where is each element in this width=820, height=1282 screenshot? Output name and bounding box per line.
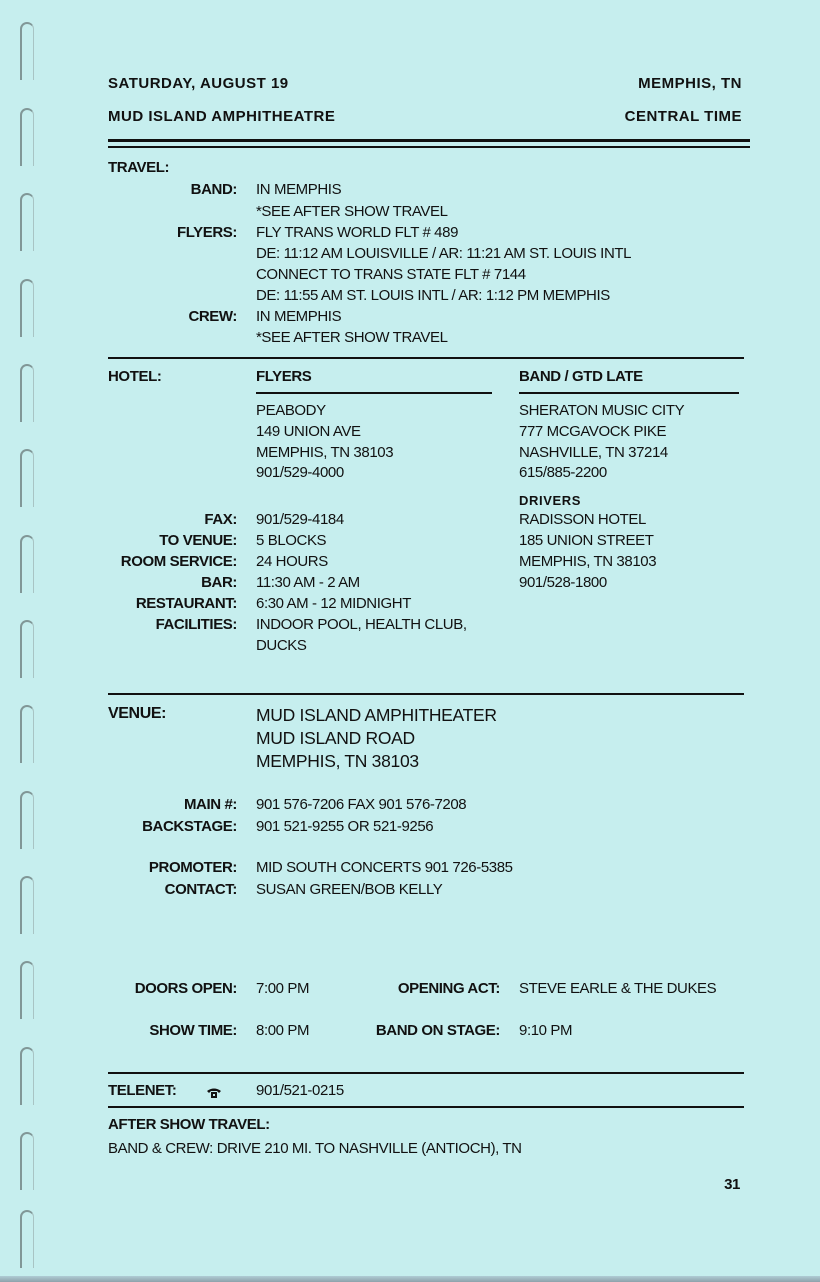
header-venue: MUD ISLAND AMPHITHEATRE [108, 108, 336, 125]
section-rule [108, 1106, 744, 1108]
telenet-label: TELENET: [108, 1082, 177, 1099]
flyers-line: DE: 11:12 AM LOUISVILLE / AR: 11:21 AM ST. LOUIS INTL [256, 245, 632, 262]
binder-ring [20, 1132, 34, 1190]
telephone-icon [206, 1087, 222, 1099]
header-location: MEMPHIS, TN [638, 75, 742, 92]
hotel-detail-value: 11:30 AM - 2 AM [256, 574, 360, 591]
header-timezone: CENTRAL TIME [624, 108, 742, 125]
band-label: BAND: [190, 181, 237, 198]
venue-backstage-label: BACKSTAGE: [142, 818, 237, 835]
binder-ring [20, 1210, 34, 1268]
band-hotel-line: SHERATON MUSIC CITY [519, 402, 685, 419]
hotel-detail-label: FACILITIES: [155, 616, 237, 633]
venue-address-line: MEMPHIS, TN 38103 [256, 751, 419, 771]
after-show-label: AFTER SHOW TRAVEL: [108, 1116, 270, 1133]
header-rule [108, 139, 750, 142]
hotel-detail-value: 5 BLOCKS [256, 532, 327, 549]
promoter-label: PROMOTER: [148, 859, 237, 876]
page-edge [0, 1276, 820, 1282]
section-rule [108, 357, 744, 359]
contact-label: CONTACT: [164, 881, 237, 898]
crew-label: CREW: [188, 308, 237, 325]
venue-address-line: MUD ISLAND ROAD [256, 728, 415, 748]
hotel-facilities-cont: DUCKS [256, 637, 307, 654]
binder-ring [20, 449, 34, 507]
header-rule [108, 146, 750, 148]
contact-value: SUSAN GREEN/BOB KELLY [256, 881, 443, 898]
column-rule [256, 392, 492, 394]
section-rule [108, 1072, 744, 1074]
binder-ring [20, 705, 34, 763]
flyers-line: FLY TRANS WORLD FLT # 489 [256, 224, 459, 241]
binder-ring [20, 620, 34, 678]
band-on-stage-value: 9:10 PM [519, 1022, 573, 1039]
header-date: SATURDAY, AUGUST 19 [108, 75, 289, 92]
flyers-hotel-line: 901/529-4000 [256, 464, 344, 481]
venue-address-line: MUD ISLAND AMPHITHEATER [256, 705, 497, 725]
drivers-hotel-line: RADISSON HOTEL [519, 511, 646, 528]
binder-ring [20, 535, 34, 593]
hotel-detail-value: INDOOR POOL, HEALTH CLUB, [256, 616, 467, 633]
binder-ring [20, 279, 34, 337]
hotel-detail-value: 24 HOURS [256, 553, 328, 570]
section-rule [108, 693, 744, 695]
drivers-hotel-line: 185 UNION STREET [519, 532, 654, 549]
band-hotel-heading: BAND / GTD LATE [519, 368, 643, 385]
show-time-value: 8:00 PM [256, 1022, 310, 1039]
flyers-hotel-line: MEMPHIS, TN 38103 [256, 444, 394, 461]
band-line: IN MEMPHIS [256, 181, 342, 198]
venue-main-value: 901 576-7206 FAX 901 576-7208 [256, 796, 467, 813]
hotel-detail-label: BAR: [201, 574, 237, 591]
doors-open-label: DOORS OPEN: [134, 980, 237, 997]
column-rule [519, 392, 739, 394]
band-line: *SEE AFTER SHOW TRAVEL [256, 203, 448, 220]
hotel-detail-label: FAX: [204, 511, 237, 528]
binder-ring [20, 876, 34, 934]
binder-ring [20, 961, 34, 1019]
flyers-hotel-heading: FLYERS [256, 368, 312, 385]
promoter-value: MID SOUTH CONCERTS 901 726-5385 [256, 859, 513, 876]
drivers-hotel-line: MEMPHIS, TN 38103 [519, 553, 657, 570]
drivers-hotel-line: 901/528-1800 [519, 574, 607, 591]
hotel-detail-value: 901/529-4184 [256, 511, 344, 528]
doors-open-value: 7:00 PM [256, 980, 310, 997]
hotel-detail-value: 6:30 AM - 12 MIDNIGHT [256, 595, 411, 612]
after-show-value: BAND & CREW: DRIVE 210 MI. TO NASHVILLE (ANTIOCH), TN [108, 1140, 522, 1157]
binder-ring [20, 108, 34, 166]
hotel-section-label: HOTEL: [108, 368, 162, 385]
binder-ring [20, 791, 34, 849]
opening-act-value: STEVE EARLE & THE DUKES [519, 980, 717, 997]
band-hotel-line: NASHVILLE, TN 37214 [519, 444, 668, 461]
hotel-detail-label: TO VENUE: [159, 532, 237, 549]
show-time-label: SHOW TIME: [149, 1022, 237, 1039]
page-number: 31 [724, 1176, 740, 1193]
flyers-line: CONNECT TO TRANS STATE FLT # 7144 [256, 266, 526, 283]
hotel-detail-label: ROOM SERVICE: [120, 553, 237, 570]
hotel-detail-label: RESTAURANT: [135, 595, 237, 612]
opening-act-label: OPENING ACT: [397, 980, 500, 997]
venue-main-label: MAIN #: [183, 796, 237, 813]
binder-ring [20, 364, 34, 422]
band-on-stage-label: BAND ON STAGE: [375, 1022, 500, 1039]
telenet-value: 901/521-0215 [256, 1082, 344, 1099]
flyers-hotel-line: 149 UNION AVE [256, 423, 361, 440]
binder-ring [20, 1047, 34, 1105]
band-hotel-line: 777 MCGAVOCK PIKE [519, 423, 667, 440]
flyers-line: DE: 11:55 AM ST. LOUIS INTL / AR: 1:12 PM MEMPHIS [256, 287, 610, 304]
travel-section-label: TRAVEL: [108, 159, 170, 176]
band-hotel-line: 615/885-2200 [519, 464, 607, 481]
venue-backstage-value: 901 521-9255 OR 521-9256 [256, 818, 434, 835]
drivers-heading: DRIVERS [519, 493, 581, 508]
binder-ring [20, 22, 34, 80]
binder-ring [20, 193, 34, 251]
flyers-label: FLYERS: [177, 224, 237, 241]
venue-section-label: VENUE: [108, 705, 167, 722]
crew-line: IN MEMPHIS [256, 308, 342, 325]
flyers-hotel-line: PEABODY [256, 402, 326, 419]
crew-line: *SEE AFTER SHOW TRAVEL [256, 329, 448, 346]
